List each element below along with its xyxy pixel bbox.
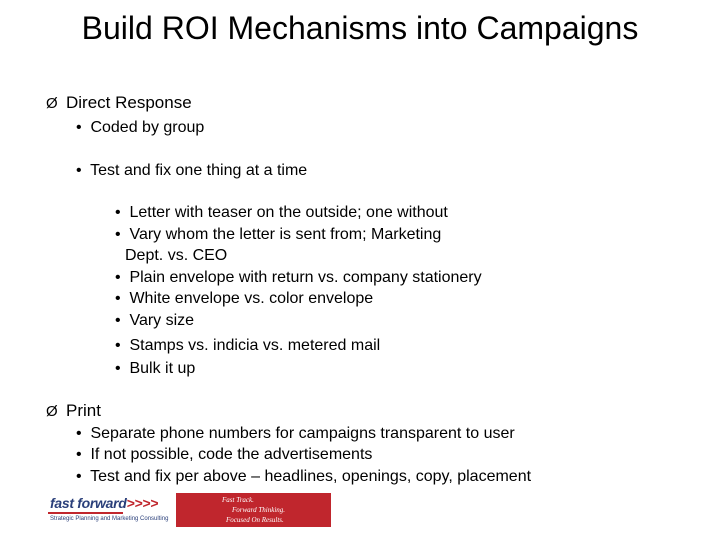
bullet-icon: •	[115, 204, 121, 221]
heading-text: Direct Response	[66, 93, 192, 112]
fast-forward-logo	[36, 493, 336, 527]
bullet-icon: •	[76, 162, 82, 179]
list-item: • Separate phone numbers for campaigns transparent to user	[76, 425, 515, 442]
sub-list-item: • Plain envelope with return vs. company stationery	[115, 269, 482, 286]
bullet-icon: •	[76, 425, 82, 442]
bullet-icon: •	[115, 360, 121, 377]
heading-text: Print	[66, 401, 101, 420]
list-item: • Coded by group	[76, 119, 205, 136]
section-heading-print	[46, 401, 101, 422]
logo-brand-panel	[36, 493, 176, 527]
list-item: • Test and fix one thing at a time	[76, 162, 308, 179]
logo-slogan-panel	[176, 493, 331, 527]
bullet-icon: •	[115, 290, 121, 307]
arrow-bullet-icon: Ø	[46, 403, 58, 420]
logo-brand-text: fast forward>>>>	[50, 495, 159, 511]
bullet-icon: •	[76, 468, 82, 485]
sub-list-item: • Letter with teaser on the outside; one without	[115, 204, 448, 221]
logo-slogan-line: Fast Track.	[222, 496, 254, 504]
bullet-icon: •	[115, 269, 121, 286]
sub-list-item: • White envelope vs. color envelope	[115, 290, 374, 307]
list-item: • If not possible, code the advertisements	[76, 446, 373, 463]
sub-list-item: • Vary size	[115, 312, 195, 329]
logo-slogan-line: Forward Thinking.	[232, 506, 286, 514]
arrow-bullet-icon: Ø	[46, 95, 58, 112]
logo-tagline: Strategic Planning and Marketing Consulting	[50, 516, 169, 522]
sub-list-item-continuation: Dept. vs. CEO	[125, 247, 228, 264]
slide-title: Build ROI Mechanisms into Campaigns	[81, 10, 639, 46]
list-item: • Test and fix per above – headlines, openings, copy, placement	[76, 468, 532, 485]
bullet-icon: •	[115, 337, 121, 354]
section-heading-direct-response	[46, 93, 192, 114]
bullet-icon: •	[115, 312, 121, 329]
logo-underline	[48, 512, 123, 514]
sub-list-item: • Bulk it up	[115, 360, 196, 377]
bullet-icon: •	[76, 119, 82, 136]
sub-list-item: • Vary whom the letter is sent from; Marketing	[115, 226, 442, 243]
bullet-icon: •	[76, 446, 82, 463]
logo-slogan-line: Focused On Results.	[226, 516, 284, 524]
bullet-icon: •	[115, 226, 121, 243]
sub-list-item: • Stamps vs. indicia vs. metered mail	[115, 337, 381, 354]
